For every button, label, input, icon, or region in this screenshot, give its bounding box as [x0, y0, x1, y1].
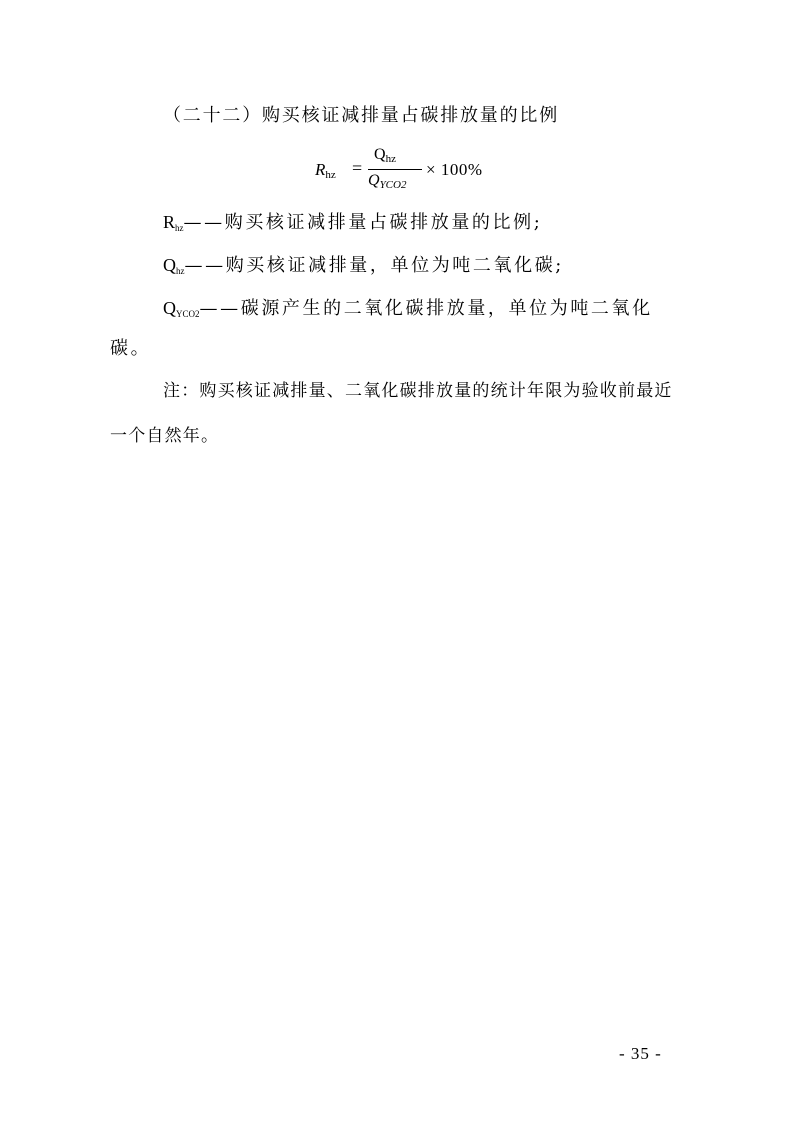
formula-numerator-subscript: hz — [385, 153, 396, 165]
section-heading: （二十二）购买核证减排量占碳排放量的比例 — [163, 105, 559, 126]
definition-qyco2-continuation: 碳。 — [110, 338, 152, 359]
formula-lhs — [315, 160, 336, 181]
formula-lhs-symbol: R — [315, 160, 326, 179]
fraction-bar — [368, 169, 422, 170]
formula-numerator-symbol: Q — [374, 146, 386, 163]
page-number: - 35 - — [619, 1044, 662, 1063]
note-line-2: 一个自然年。 — [110, 426, 220, 446]
definition-subscript: hz — [176, 266, 185, 276]
formula-lhs-subscript: hz — [325, 169, 336, 181]
ratio-formula — [315, 144, 495, 196]
definition-rhz — [163, 210, 542, 240]
definition-text: ——购买核证减排量，单位为吨二氧化碳; — [184, 255, 564, 276]
definition-qhz — [163, 253, 564, 283]
formula-fraction — [368, 144, 422, 196]
note-line-1: 注：购买核证减排量、二氧化碳排放量的统计年限为验收前最近 — [163, 381, 673, 401]
formula-multiplier: × 100% — [426, 160, 483, 179]
definition-text: ——碳源产生的二氧化碳排放量，单位为吨二氧化 — [199, 298, 653, 319]
definition-text: ——购买核证减排量占碳排放量的比例; — [183, 212, 543, 233]
definition-symbol: Q — [163, 298, 176, 318]
formula-equals: = — [352, 158, 363, 178]
formula-denominator-subscript: YCO2 — [379, 179, 407, 191]
definition-symbol: R — [163, 212, 176, 232]
definition-symbol: Q — [163, 255, 176, 275]
formula-numerator — [374, 146, 396, 165]
formula-denominator-symbol: Q — [368, 172, 380, 189]
formula-denominator — [368, 172, 406, 191]
definition-subscript: YCO2 — [176, 309, 200, 319]
definition-subscript: hz — [175, 223, 184, 233]
definition-qyco2 — [163, 296, 653, 326]
